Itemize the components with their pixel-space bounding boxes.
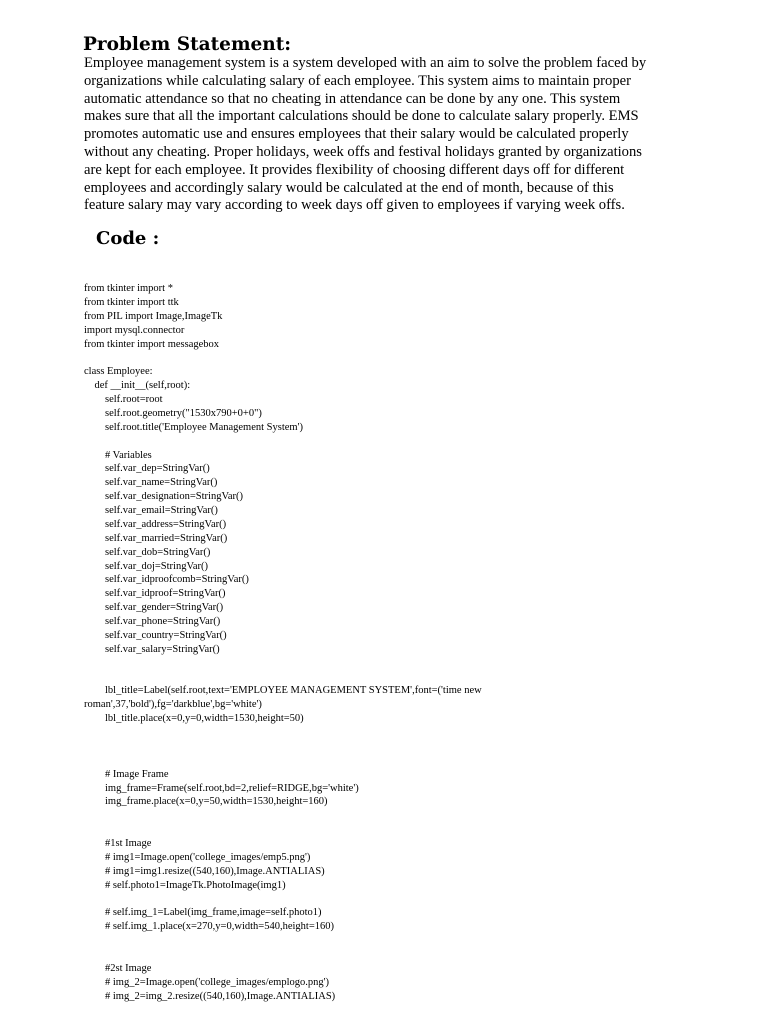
problem-statement-heading: Problem Statement: <box>83 34 292 55</box>
code-listing: from tkinter import * from tkinter import ttk from PIL import Image,ImageTk import mysql.connector from tkinter import messagebox class Employee: def __init__(self,root): self.root=root self.root.geometry("1530x790+0+0") self.root.title('Employee Management System') # Variables self.var_dep=StringVar() self.var_name=StringVar() self.var_designation=StringVar() self.var_email=StringVar() self.var_address=StringVar() self.var_married=StringVar() self.var_dob=StringVar() self.var_doj=StringVar() self.var_idproofcomb=StringVar() self.var_idproof=StringVar() self.var_gender=StringVar() self.var_phone=StringVar() self.var_country=StringVar() self.var_salary=StringVar() lbl_title=Label(self.root,text='EMPLOYEE MANAGEMENT SYSTEM',font=('time new roman',37,'bold'),fg='darkblue',bg='white') lbl_title.place(x=0,y=0,width=1530,height=50) # Image Frame img_frame=Frame(self.root,bd=2,relief=RIDGE,bg='white') img_frame.place(x=0,y=50,width=1530,height=160) #1st Image # img1=Image.open('college_images/emp5.png') # img1=img1.resize((540,160),Image.ANTIALIAS) # self.photo1=ImageTk.PhotoImage(img1) # self.img_1=Label(img_frame,image=self.photo1) # self.img_1.place(x=270,y=0,width=540,height=160) #2st Image # img_2=Image.open('college_images/emplogo.png') # img_2=img_2.resize((540,160),Image.ANTIALIAS) <box>84 283 482 1002</box>
code-heading: Code : <box>96 228 160 249</box>
problem-statement-paragraph: Employee management system is a system developed with an aim to solve the problem faced by organizations while calculating salary of each employee. This system aims to maintain proper automatic attendance so that no cheating in attendance can be done by any one. This system makes sure that all the important calculations should be done to calculate salary properly. EMS promotes automatic use and ensures employees that their salary would be calculated properly without any cheating. Proper holidays, week offs and festival holidays granted by organizations are kept for each employee. It provides flexibility of choosing different days off for different employees and accordingly salary would be calculated at the end of month, because of this feature salary may vary according to week days off given to employees if varying week offs. <box>84 55 647 214</box>
